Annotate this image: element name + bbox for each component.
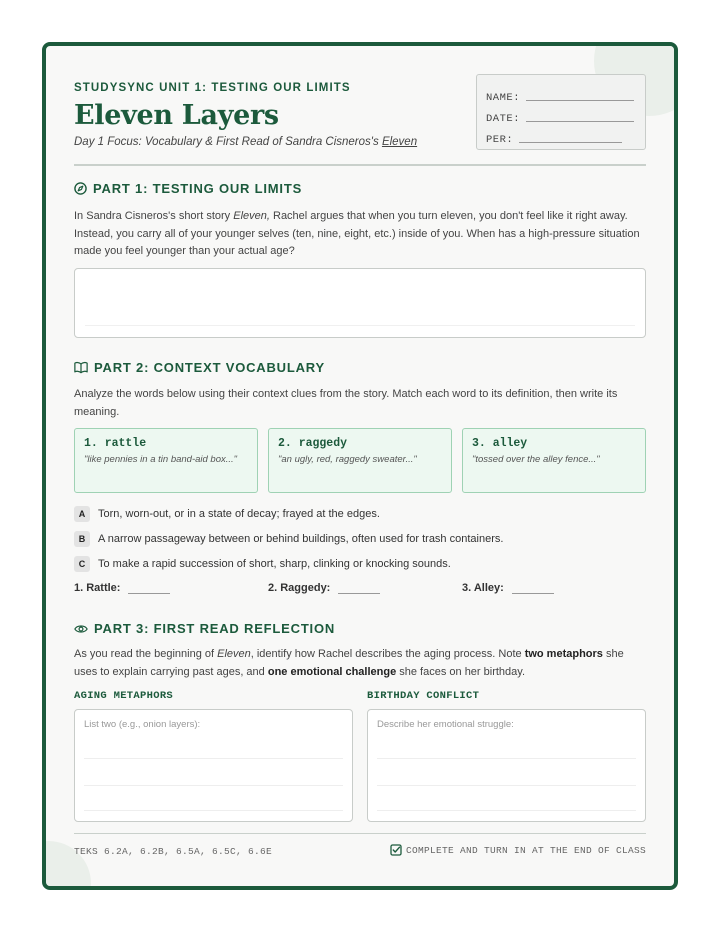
header-divider [74, 164, 646, 166]
period-label: PER: [486, 134, 514, 146]
part3-text-c: she uses to explain carrying past ages, and [74, 648, 624, 678]
match-blank[interactable] [512, 582, 554, 594]
vocab-cards [74, 428, 646, 493]
birthday-conflict-box[interactable] [367, 709, 646, 822]
answer-line [84, 785, 343, 786]
match-blank[interactable] [128, 582, 170, 594]
vocab-word: 1. rattle [84, 437, 147, 450]
answer-line [84, 758, 343, 759]
period-field[interactable] [519, 142, 622, 143]
part3-text-a: As you read the beginning of [74, 648, 218, 660]
match-blank[interactable] [338, 582, 380, 594]
focus-story-title: Eleven [381, 136, 418, 148]
definition-c [74, 556, 451, 572]
birthday-conflict-heading: BIRTHDAY CONFLICT [367, 690, 480, 702]
match-label: 1. Rattle: [74, 582, 121, 594]
part2-heading [74, 360, 325, 375]
worksheet-page [42, 42, 678, 890]
focus-line [74, 136, 417, 148]
standards-label: TEKS 6.2A, 6.2B, 6.5A, 6.5C, 6.6E [74, 846, 273, 857]
book-icon [74, 361, 88, 374]
aging-metaphors-box[interactable] [74, 709, 353, 822]
date-label: DATE: [486, 113, 521, 125]
page-title: Eleven Layers [74, 100, 279, 131]
focus-prefix: Day 1 Focus: Vocabulary & First Read of Sandra Cisneros's [74, 136, 382, 148]
answer-line [377, 785, 636, 786]
match-row [74, 582, 646, 602]
turn-in-note [390, 844, 646, 856]
footer-divider [74, 833, 646, 834]
part3-story-title: Eleven [217, 648, 251, 660]
part1-prompt [74, 208, 646, 261]
part3-heading-text: PART 3: FIRST READ REFLECTION [94, 621, 336, 636]
part1-heading [74, 181, 302, 196]
definition-text: A narrow passageway between or behind buildings, often used for trash containers. [98, 533, 504, 545]
vocab-card-raggedy [268, 428, 452, 493]
match-rattle [74, 582, 170, 594]
compass-icon [74, 182, 87, 195]
definition-letter: B [74, 531, 90, 547]
vocab-word: 2. raggedy [278, 437, 348, 450]
match-alley [462, 582, 554, 594]
part1-answer-box[interactable] [74, 268, 646, 338]
definition-b [74, 531, 503, 547]
answer-line [377, 810, 636, 811]
checkbox-icon [390, 844, 402, 856]
answer-line [85, 325, 635, 326]
answer-line [84, 810, 343, 811]
part3-bold-metaphors: two metaphors [524, 648, 603, 660]
unit-label: STUDYSYNC UNIT 1: TESTING OUR LIMITS [74, 82, 351, 94]
birthday-conflict-placeholder: Describe her emotional struggle: [377, 719, 514, 730]
student-info-box [476, 74, 646, 150]
vocab-word: 3. alley [472, 437, 528, 450]
definition-text: Torn, worn-out, or in a state of decay; frayed at the edges. [98, 508, 380, 520]
name-label: NAME: [486, 92, 521, 104]
part1-text-a: In Sandra Cisneros's short story [74, 210, 234, 222]
definition-letter: A [74, 506, 90, 522]
name-field[interactable] [526, 100, 634, 101]
definition-letter: C [74, 556, 90, 572]
part3-bold-challenge: one emotional challenge [267, 665, 397, 678]
vocab-card-rattle [74, 428, 258, 493]
definition-a [74, 506, 380, 522]
part1-story-title: Eleven, [233, 210, 270, 222]
part3-text-b: , identify how Rachel describes the aging process. Note [250, 648, 525, 660]
vocab-quote: "like pennies in a tin band-aid box..." [84, 454, 238, 465]
period-row [486, 125, 636, 146]
date-row [486, 104, 636, 125]
eye-icon [74, 623, 88, 635]
part3-prompt [74, 646, 646, 681]
definition-text: To make a rapid succession of short, sharp, clinking or knocking sounds. [98, 558, 451, 570]
vocab-card-alley [462, 428, 646, 493]
match-label: 2. Raggedy: [268, 582, 331, 594]
worksheet-content [74, 46, 646, 886]
part2-instructions: Analyze the words below using their context clues from the story. Match each word to its definition, then write its meaning. [74, 388, 618, 418]
part3-text-d: she faces on her birthday. [396, 665, 526, 678]
part1-text-b: Rachel argues that when you turn eleven, you don't feel like it right away. Instead, you carry all of your younger selves (ten, nine, eight, etc.) inside of you. When has a high-pressure situation made you feel younger than your actual age? [74, 210, 640, 257]
turn-in-text: COMPLETE AND TURN IN AT THE END OF CLASS [405, 844, 646, 856]
aging-metaphors-placeholder: List two (e.g., onion layers): [84, 719, 201, 730]
part2-heading-text: PART 2: CONTEXT VOCABULARY [94, 360, 325, 375]
part3-heading [74, 621, 335, 636]
part1-heading-text: PART 1: TESTING OUR LIMITS [93, 181, 303, 196]
name-row [486, 83, 636, 104]
aging-metaphors-heading: AGING METAPHORS [74, 690, 174, 702]
answer-line [377, 758, 636, 759]
match-label: 3. Alley: [462, 582, 504, 594]
date-field[interactable] [526, 121, 634, 122]
vocab-quote: "tossed over the alley fence..." [472, 454, 600, 465]
match-raggedy [268, 582, 380, 594]
vocab-quote: "an ugly, red, raggedy sweater..." [278, 454, 417, 465]
